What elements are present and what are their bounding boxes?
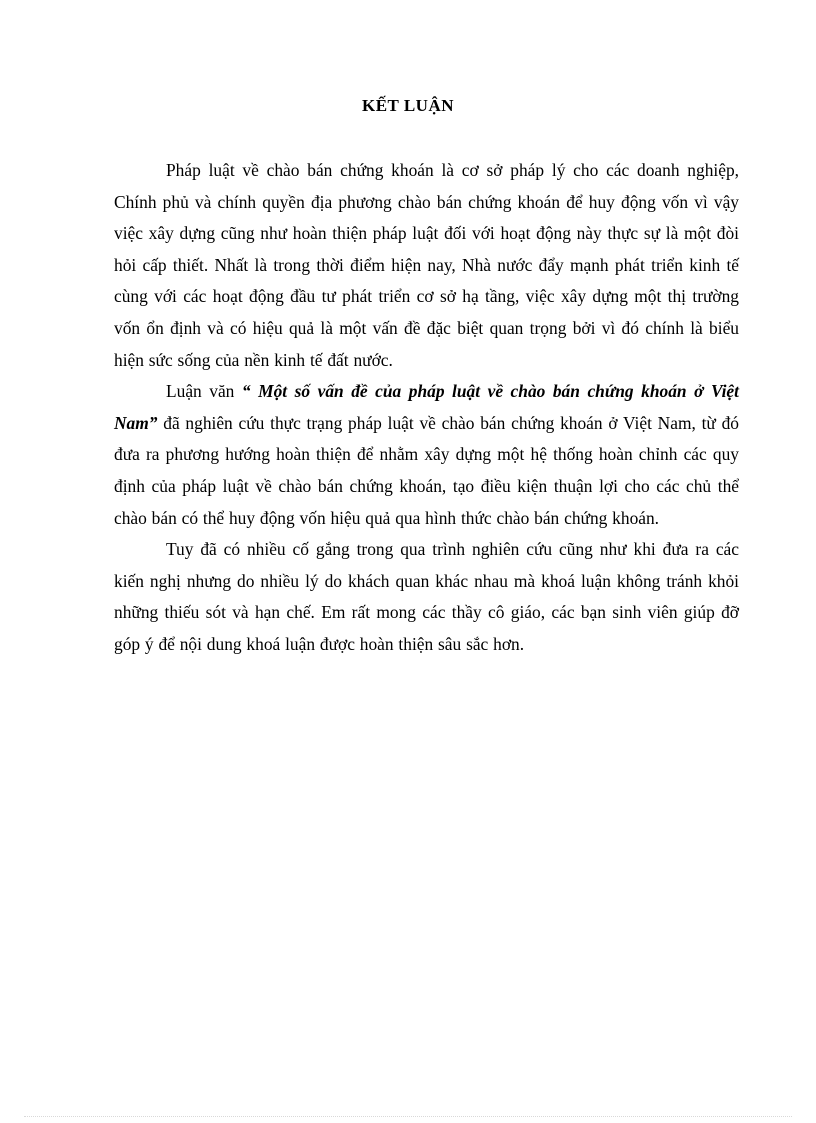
- paragraph-thesis-lead: Luận văn: [166, 381, 242, 402]
- thesis-title-emphasis: “ Một số vấn đề của pháp luật về chào bán chứng khoán ở Việt Nam”: [114, 381, 739, 433]
- paragraph-acknowledgement: Tuy đã có nhiều cố gắng trong qua trình nghiên cứu cũng như khi đưa ra các kiến nghị nhưng do nhiều lý do khách quan khác nhau mà khoá luận không tránh khỏi những thiếu sót và hạn chế. Em rất mong các thầy cô giáo, các bạn sinh viên giúp đỡ góp ý để nội dung khoá luận được hoàn thiện sâu sắc hơn.: [114, 539, 739, 654]
- page-bottom-divider: [24, 1116, 792, 1117]
- paragraph-legal-basis: Pháp luật về chào bán chứng khoán là cơ sở pháp lý cho các doanh nghiệp, Chính phủ và chính quyền địa phương chào bán chứng khoán để huy động vốn vì vậy việc xây dựng cũng như hoàn thiện pháp luật đối với hoạt động này thực sự là một đòi hỏi cấp thiết. Nhất là trong thời điểm hiện nay, Nhà nước đẩy mạnh phát triển kinh tế cùng với các hoạt động đầu tư phát triển cơ sở hạ tầng, việc xây dựng một thị trường vốn ổn định và có hiệu quả là một vấn đề đặc biệt quan trọng bởi vì đó chính là biểu hiện sức sống của nền kinh tế đất nước.: [114, 160, 739, 370]
- page-title: KẾT LUẬN: [361, 96, 454, 115]
- paragraph-thesis-rest: đã nghiên cứu thực trạng pháp luật về chào bán chứng khoán ở Việt Nam, từ đó đưa ra phương hướng hoàn thiện để nhằm xây dựng một hệ thống hoàn chỉnh các quy định của pháp luật về chào bán chứng khoán, tạo điều kiện thuận lợi cho các chủ thể chào bán có thể huy động vốn hiệu quả qua hình thức chào bán chứng khoán.: [114, 412, 739, 528]
- document-body: [114, 155, 739, 661]
- paragraph-thesis-summary: [114, 376, 739, 534]
